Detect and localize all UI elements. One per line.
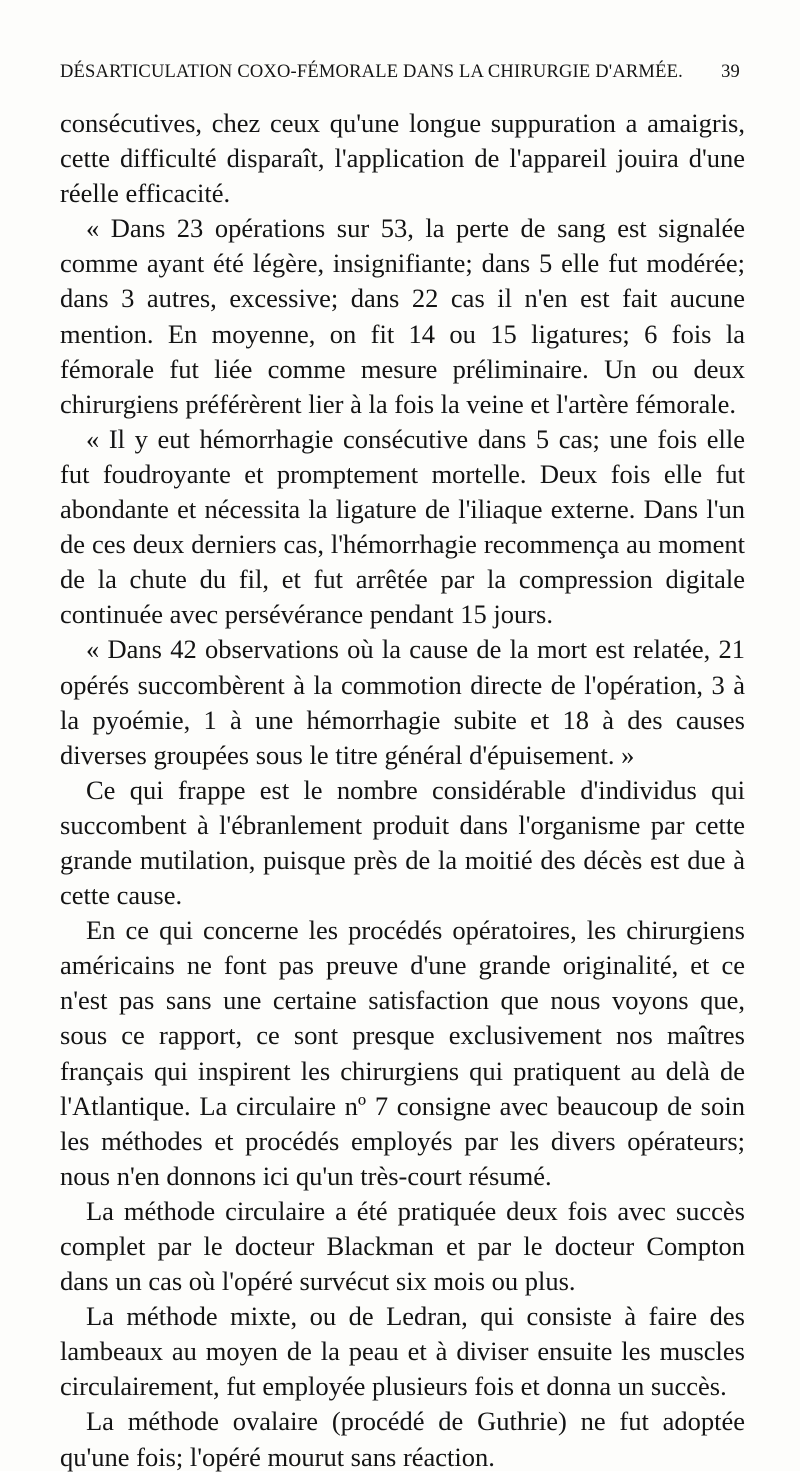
- paragraph-1: consécutives, chez ceux qu'une longue suppuration a amaigris, cette difficulté disparaît, l'application de l'appareil jouira d'une réelle efficacité.: [60, 108, 745, 209]
- paragraph-7: La méthode circulaire a été pratiquée deux fois avec succès complet par le docteur Blackman et par le docteur Compton dans un cas où l'opéré survécut six mois ou plus.: [60, 1195, 745, 1297]
- paragraph-8: La méthode mixte, ou de Ledran, qui consiste à faire des lambeaux au moyen de la peau et à diviser ensuite les muscles circulairement, fut employée plusieurs fois et donna un succès.: [60, 1301, 745, 1402]
- paragraph-9: La méthode ovalaire (procédé de Guthrie) ne fut adoptée qu'une fois; l'opéré mourut sans réaction.: [60, 1406, 745, 1472]
- paragraph-4: « Dans 42 observations où la cause de la mort est relatée, 21 opérés succombèrent à la commotion directe de l'opération, 3 à la pyoémie, 1 à une hémorrhagie subite et 18 à des causes diverses groupées sous le titre général d'épuisement. »: [60, 634, 745, 770]
- running-header: [60, 62, 740, 92]
- paragraph-3: « Il y eut hémorrhagie consécutive dans 5 cas; une fois elle fut foudroyante et promptement mortelle. Deux fois elle fut abondante et nécessita la ligature de l'iliaque externe. Dans l'un de ces deux derniers cas, l'hémorrhagie recommença au moment de la chute du fil, et fut arrêtée par la compression digitale continuée avec persévérance pendant 15 jours.: [60, 423, 745, 630]
- paragraph-2: « Dans 23 opérations sur 53, la perte de sang est signalée comme ayant été légère, insignifiante; dans 5 elle fut modérée; dans 3 autres, excessive; dans 22 cas il n'en est fait aucune mention. En moyenne, on fit 14 ou 15 ligatures; 6 fois la fémorale fut liée comme mesure préliminaire. Un ou deux chirurgiens préférèrent lier à la fois la veine et l'artère fémorale.: [60, 213, 745, 419]
- running-title: DÉSARTICULATION COXO-FÉMORALE DANS LA CHIRURGIE D'ARMÉE.: [60, 62, 683, 82]
- page-number: 39: [721, 62, 740, 82]
- paragraph-6: En ce qui concerne les procédés opératoires, les chirurgiens américains ne font pas preuve d'une grande originalité, et ce n'est pas sans une certaine satisfaction que nous voyons que, sous ce rapport, ce sont presque exclusivement nos maîtres français qui inspirent les chirurgiens qui pratiquent au delà de l'Atlantique. La circulaire nº 7 consigne avec beaucoup de soin les méthodes et procédés employés par les divers opérateurs; nous n'en donnons ici qu'un très-court résumé.: [60, 915, 745, 1191]
- body-text: [60, 106, 745, 1475]
- paragraph-5: Ce qui frappe est le nombre considérable d'individus qui succombent à l'ébranlement produit dans l'organisme par cette grande mutilation, puisque près de la moitié des décès est due à cette cause.: [60, 774, 745, 911]
